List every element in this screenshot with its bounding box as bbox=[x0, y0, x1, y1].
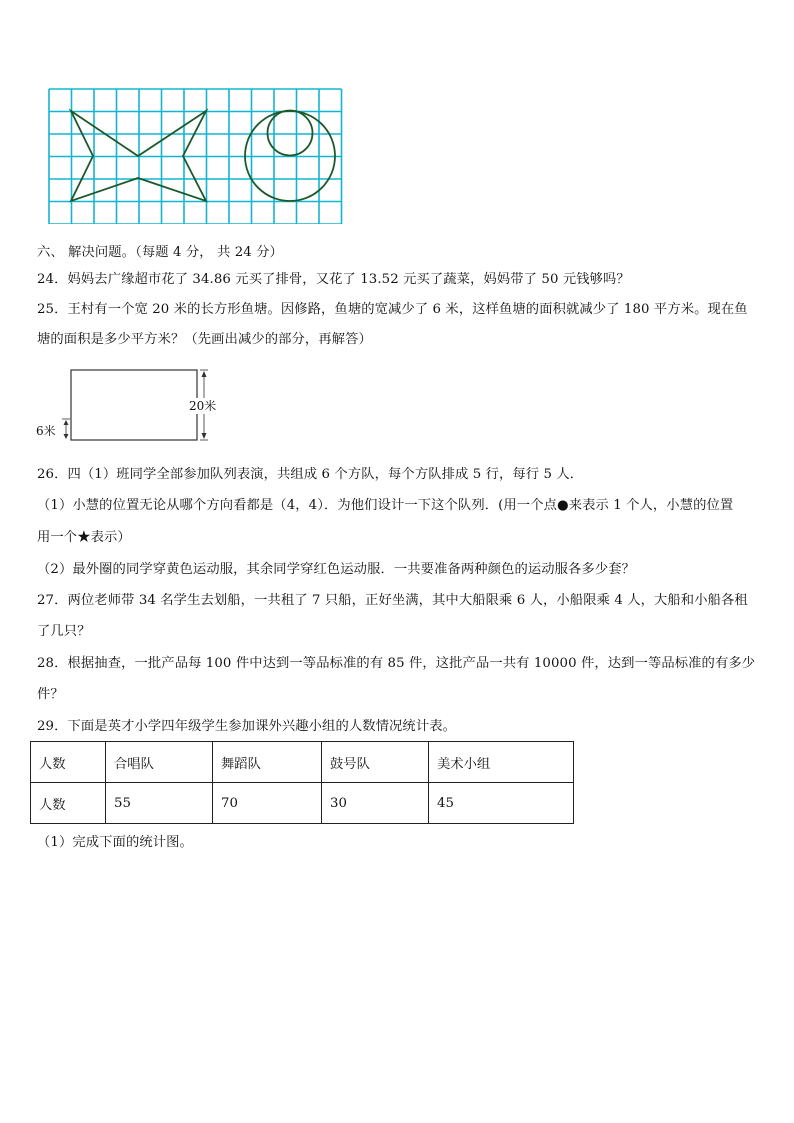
pond-rectangle-figure bbox=[34, 362, 224, 452]
table-cell: 55 bbox=[106, 783, 213, 824]
table-cell: 鼓号队 bbox=[322, 742, 429, 783]
table-cell: 人数 bbox=[31, 783, 106, 824]
stats-table bbox=[30, 741, 574, 824]
question-26: 26．四（1）班同学全部参加队列表演，共组成 6 个方队，每个方队排成 5 行，每行 5 人． bbox=[37, 467, 584, 482]
reduction-label: 6米 bbox=[36, 424, 56, 438]
question-28-line1: 28．根据抽查，一批产品每 100 件中达到一等品标准的有 85 件，这批产品一共有 10000 件，达到一等品标准的有多少 bbox=[37, 656, 756, 671]
table-cell: 合唱队 bbox=[106, 742, 213, 783]
table-cell: 舞蹈队 bbox=[213, 742, 322, 783]
question-27-line1: 27．两位老师带 34 名学生去划船，一共租了 7 只船，正好坐满，其中大船限乘 6 人，小船限乘 4 人，大船和小船各租 bbox=[37, 593, 748, 608]
question-24: 24．妈妈去广缘超市花了 34.86 元买了排骨，又花了 13.52 元买了蔬菜，妈妈带了 50 元钱够吗？ bbox=[37, 272, 630, 287]
question-26-2: （2）最外圈的同学穿黄色运动服，其余同学穿红色运动服．一共要准备两种颜色的运动服各多少套？ bbox=[37, 562, 636, 577]
question-29-1: （1）完成下面的统计图。 bbox=[37, 835, 193, 850]
question-29: 29．下面是英才小学四年级学生参加课外兴趣小组的人数情况统计表。 bbox=[37, 719, 457, 734]
table-cell: 70 bbox=[213, 783, 322, 824]
table-cell: 30 bbox=[322, 783, 429, 824]
question-27-line2: 了几只？ bbox=[37, 624, 91, 639]
question-28-line2: 件？ bbox=[37, 687, 64, 702]
question-25-line2: 塘的面积是多少平方米？（先画出减少的部分，再解答） bbox=[37, 332, 372, 347]
pond-rectangle bbox=[71, 370, 197, 440]
section-heading: 六、 解决问题。（每题 4 分， 共 24 分） bbox=[37, 245, 283, 260]
grid-figure bbox=[48, 88, 360, 224]
question-26-1-line1: （1）小慧的位置无论从哪个方向看都是（4，4）．为他们设计一下这个队列．(用一个点●来表示 1 个人，小慧的位置 bbox=[37, 498, 734, 513]
table-cell: 45 bbox=[429, 783, 574, 824]
table-row bbox=[31, 742, 574, 783]
table-row bbox=[31, 783, 574, 824]
height-label: 20米 bbox=[189, 399, 217, 413]
question-25-line1: 25．王村有一个宽 20 米的长方形鱼塘。因修路，鱼塘的宽减少了 6 米，这样鱼塘的面积就减少了 180 平方米。现在鱼 bbox=[37, 302, 748, 317]
question-26-1-line2: 用一个★表示） bbox=[37, 530, 131, 545]
table-cell: 人数 bbox=[31, 742, 106, 783]
table-cell: 美术小组 bbox=[429, 742, 574, 783]
